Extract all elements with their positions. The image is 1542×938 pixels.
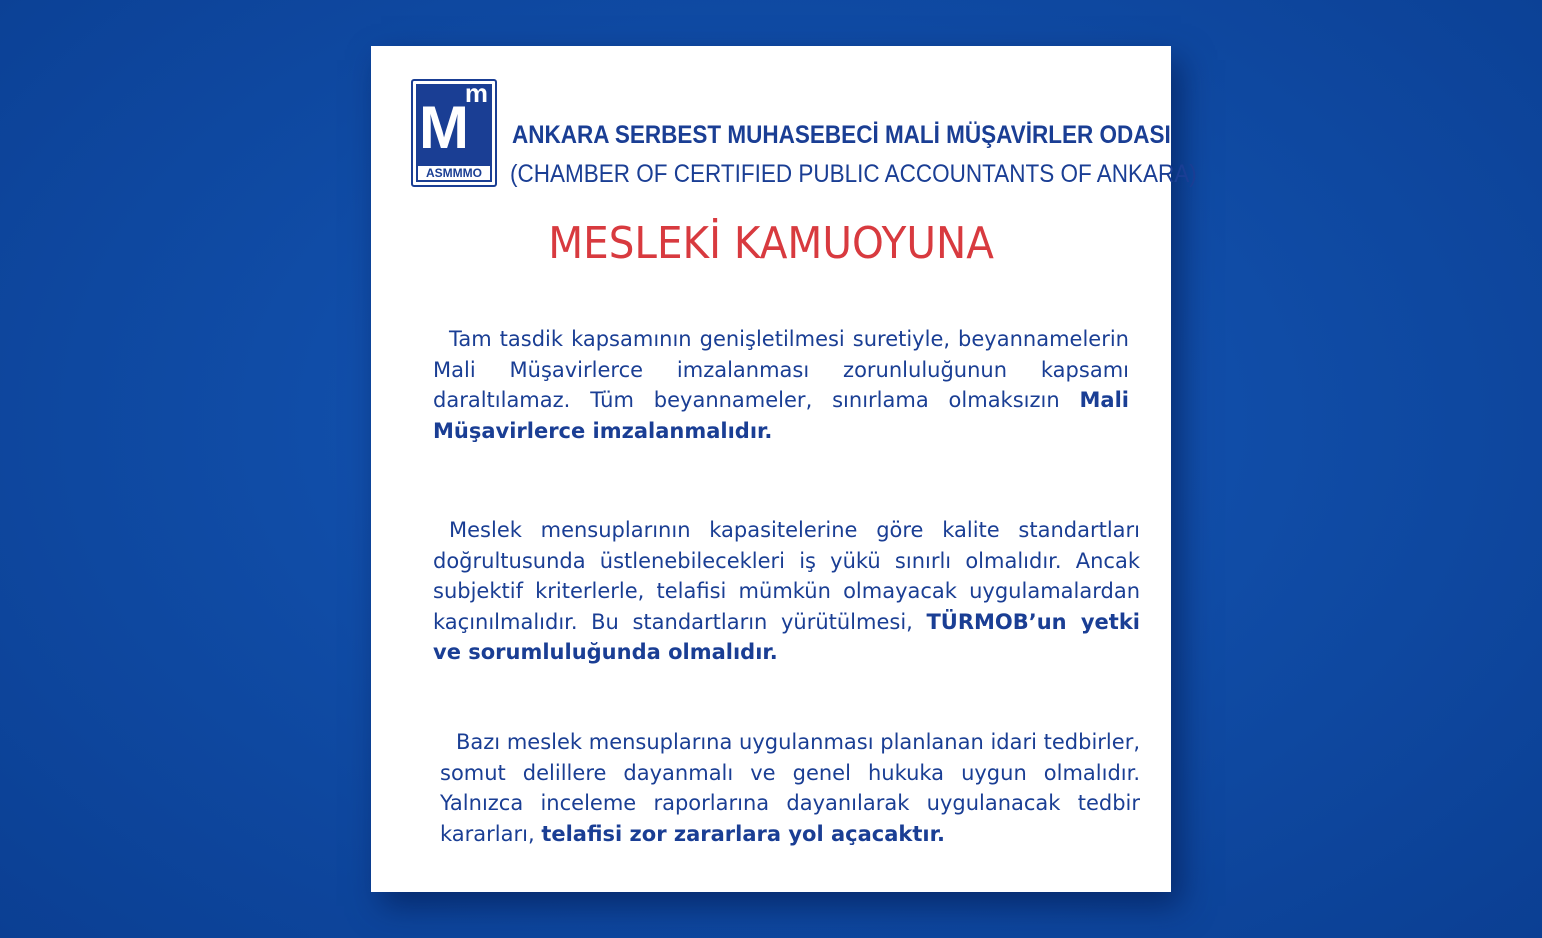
announcement-card [371, 46, 1197, 892]
paragraph-2 [433, 515, 1140, 668]
logo-inner [416, 78, 492, 182]
logo-abbreviation: ASMMMO [418, 166, 490, 180]
paragraph-2-text: Meslek mensuplarının kapasitelerine göre kalite standartları doğrultusunda üstlenebilecekleri iş yükü sınırlı olmalıdır. Ancak subjektif kriterlerle, telafisi mümkün olmayacak uygulamalardan kaçınılmalıdır. Bu standartların yürütülmesi, [433, 518, 1140, 634]
headline: MESLEKİ KAMUOYUNA [548, 218, 994, 269]
logo-big-letter: M [419, 94, 467, 161]
paragraph-3-text: Bazı meslek mensuplarına uygulanması planlanan idari tedbirler, somut delillere dayanmalı ve genel hukuka uygun olmalıdır. Yalnızca inceleme raporlarına dayanılarak uygulanacak tedbir kararları, [440, 730, 1140, 846]
paragraph-1 [433, 324, 1129, 446]
paragraph-3-emphasis: telafisi zor zararlara yol açacaktır. [541, 821, 945, 846]
paragraph-1-emphasis: Mali Müşavirlerce imzalanmalıdır. [433, 388, 1129, 443]
asmmmo-logo-icon [411, 79, 497, 187]
logo-small-letter: m [464, 78, 488, 108]
paragraph-2-emphasis: TÜRMOB’un yetki ve sorumluluğunda olmalıdır. [433, 609, 1140, 664]
organization-name-english: (CHAMBER OF CERTIFIED PUBLIC ACCOUNTANTS OF ANKARA) [510, 160, 1197, 188]
paragraph-3 [440, 727, 1140, 849]
paragraph-1-text: Tam tasdik kapsamının genişletilmesi suretiyle, beyannamelerin Mali Müşavirlerce imzalanması zorunluluğunun kapsamı daraltılamaz. Tüm beyannameler, sınırlama olmaksızın [433, 327, 1129, 412]
organization-name: ANKARA SERBEST MUHASEBECİ MALİ MÜŞAVİRLER ODASI [512, 121, 1171, 149]
